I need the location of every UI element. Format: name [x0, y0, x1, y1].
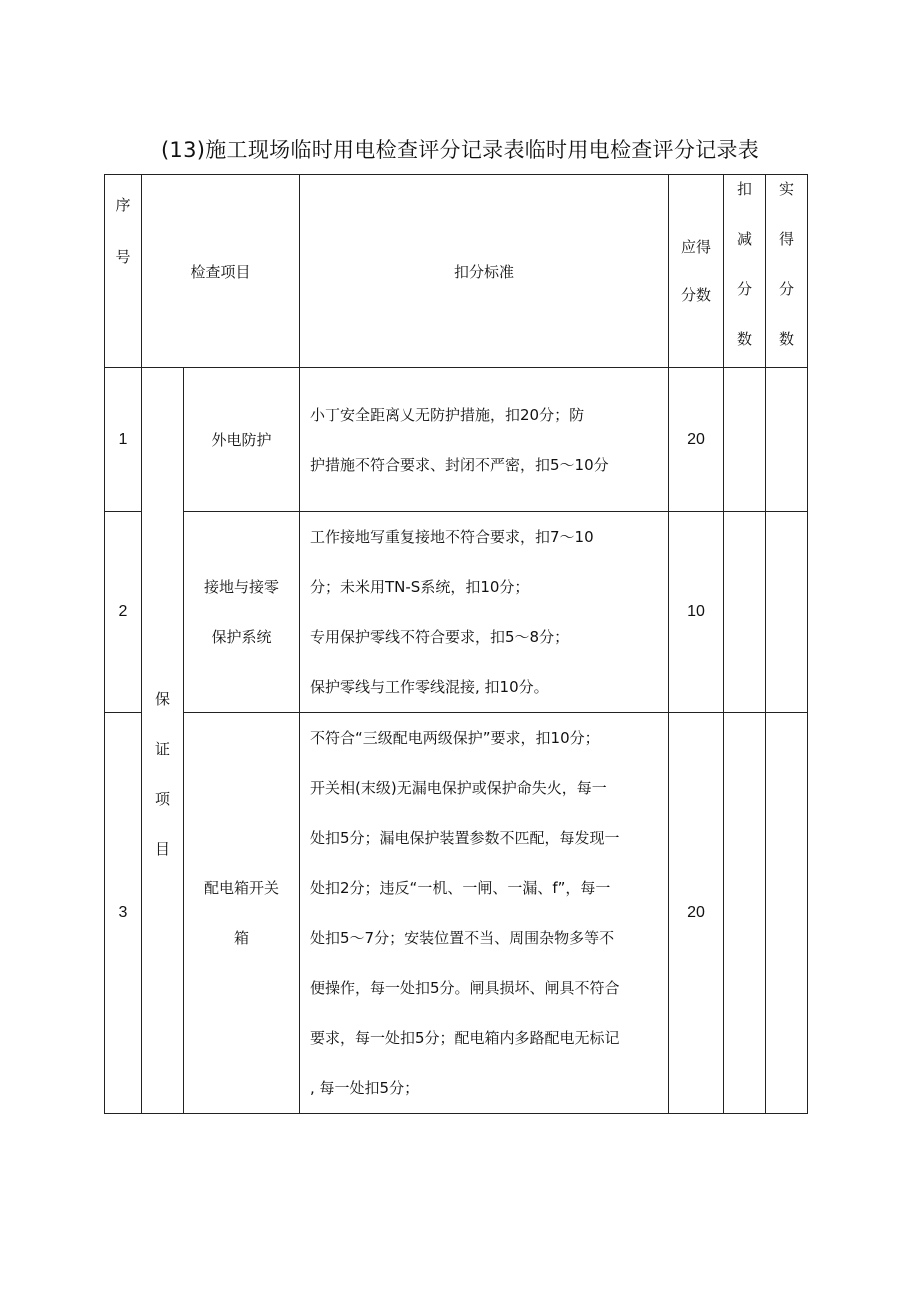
header-seq-char: 序: [115, 196, 131, 214]
standard-line: 开关相(末级)无漏电保护或保护命失火，每一: [310, 779, 607, 797]
header-item: [142, 175, 300, 368]
standard-line: 小丁安全距离乂无防护措施，扣20分；防: [310, 405, 585, 424]
standard-line: 处扣5分；漏电保护装置参数不匹配，每发现一: [310, 829, 620, 847]
page-title: (13)施工现场临时用电检查评分记录表临时用电检查评分记录表: [160, 138, 760, 162]
header-deduct: [724, 175, 766, 368]
row-standard: [300, 368, 669, 512]
header-actual-char: 分: [779, 280, 795, 298]
category-char: 保: [154, 689, 170, 708]
row-actual[interactable]: [766, 368, 808, 512]
table-row: [105, 512, 808, 713]
row-seq: 3: [105, 713, 142, 1114]
standard-line: 要求，每一处扣5分；配电箱内多路配电无标记: [310, 1029, 620, 1047]
standard-line: 分；未米用TN-S系统，扣10分；: [310, 578, 530, 596]
row-item-line: 外电防护: [211, 430, 272, 449]
standard-line: 专用保护零线不符合要求，扣5〜8分；: [310, 628, 570, 646]
row-deduct[interactable]: [724, 368, 766, 512]
category-char: 目: [154, 839, 170, 858]
row-score: 10: [669, 512, 724, 713]
row-seq: 2: [105, 512, 142, 713]
score-table: [104, 174, 808, 1114]
standard-line: 不符合“三级配电两级保护”要求，扣10分；: [310, 729, 600, 747]
table-row: [105, 368, 808, 512]
standard-line: , 每一处扣5分；: [310, 1079, 420, 1097]
category-char: 项: [154, 789, 170, 808]
header-standard-label: 扣分标准: [454, 262, 515, 281]
row-score: 20: [669, 368, 724, 512]
header-row: [105, 175, 808, 368]
row-item: [184, 713, 300, 1114]
row-deduct[interactable]: [724, 713, 766, 1114]
row-item-line: 接地与接零: [204, 578, 280, 596]
standard-line: 护措施不符合要求、封闭不严密，扣5〜10分: [310, 455, 609, 474]
standard-line: 工作接地写重复接地不符合要求，扣7〜10: [310, 528, 594, 546]
row-actual[interactable]: [766, 713, 808, 1114]
header-standard: [300, 175, 669, 368]
standard-line: 便操作，每一处扣5分。闸具损坏、闸具不符合: [310, 979, 620, 997]
header-deduct-char: 数: [737, 330, 753, 348]
row-item: [184, 512, 300, 713]
standard-line: 处扣5〜7分；安装位置不当、周围杂物多等不: [310, 929, 615, 947]
category-char: 证: [154, 739, 170, 758]
row-item: [184, 368, 300, 512]
row-score: 20: [669, 713, 724, 1114]
row-actual[interactable]: [766, 512, 808, 713]
table-row: [105, 713, 808, 1114]
standard-line: 处扣2分；违反“一机、一闸、一漏、f”，每一: [310, 879, 611, 897]
header-actual: [766, 175, 808, 368]
row-item-line: 配电箱开关: [204, 879, 280, 897]
header-deduct-char: 减: [737, 230, 753, 248]
category-cell: [142, 368, 184, 1114]
row-item-line: 箱: [234, 929, 250, 947]
header-seq-char: 号: [115, 248, 131, 266]
header-full-score-line: 应得: [681, 238, 712, 256]
row-item-line: 保护系统: [211, 628, 272, 646]
row-standard: [300, 512, 669, 713]
header-actual-char: 实: [779, 180, 795, 198]
header-actual-char: 数: [779, 330, 795, 348]
header-item-label: 检查项目: [190, 262, 251, 281]
row-seq: 1: [105, 368, 142, 512]
header-seq: [105, 175, 142, 368]
header-full-score: [669, 175, 724, 368]
header-full-score-line: 分数: [681, 286, 712, 304]
header-actual-char: 得: [779, 230, 795, 248]
row-standard: [300, 713, 669, 1114]
row-deduct[interactable]: [724, 512, 766, 713]
standard-line: 保护零线与工作零线混接, 扣10分。: [310, 678, 549, 696]
header-deduct-char: 扣: [737, 180, 753, 198]
header-deduct-char: 分: [737, 280, 753, 298]
